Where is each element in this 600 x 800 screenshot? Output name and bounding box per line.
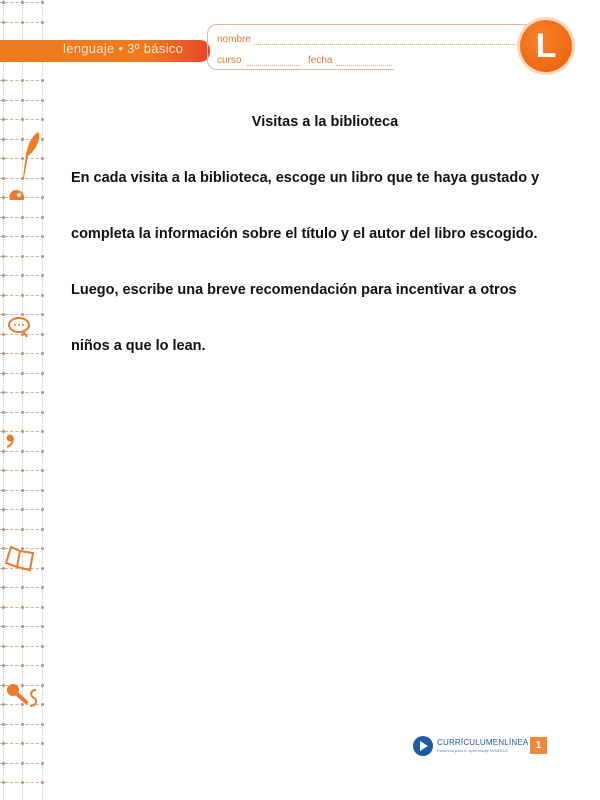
curso-field[interactable] [247,65,301,66]
feather-pen-icon [18,130,42,180]
speech-bubble-icon [7,316,31,338]
microphone-icon [4,682,38,708]
nombre-field[interactable] [254,44,519,45]
subject-badge: L [520,20,572,72]
logo-main-text: CURRÍCULUMENLÍNEA [437,738,529,747]
page-title: Visitas a la biblioteca [251,114,399,130]
fecha-label: fecha [308,55,333,66]
subject-band-text: lenguaje • 3º básico [63,41,184,56]
paragraph-line-4: niños a que lo lean. [71,338,206,354]
page-number: 1 [530,737,547,754]
curso-label: curso [217,55,242,66]
logo-sub-text: Recursos para el aprendizaje MINEDUC [437,748,509,753]
fecha-field[interactable] [336,65,392,66]
paragraph-line-3: Luego, escribe una breve recomendación para incentivar a otros [71,282,517,298]
play-arrow-icon [413,736,433,756]
paragraph-line-1: En cada visita a la biblioteca, escoge un libro que te haya gustado y [71,170,540,186]
open-book-icon [3,543,37,573]
ink-pot-icon [8,188,26,202]
student-info-box-notch [394,56,544,70]
paragraph-line-2: completa la información sobre el título y el autor del libro escogido. [71,226,538,242]
nombre-label: nombre [217,34,251,45]
comma-icon [5,433,15,449]
curriculum-en-linea-logo [413,736,528,756]
